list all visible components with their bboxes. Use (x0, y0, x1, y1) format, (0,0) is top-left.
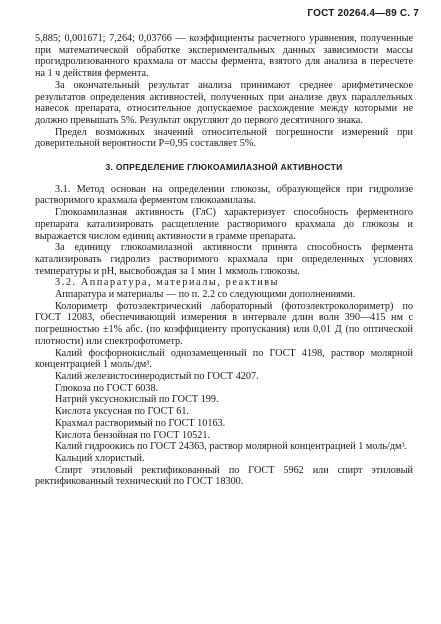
paragraph: Глюкоза по ГОСТ 6038. (55, 382, 159, 394)
paragraph: За единицу глюкоамилазной активности принята способность фермента катализировать гидролиз растворимого крахмала при определенных условиях температуры и pH, высвобождая за 1 мин 1 мкмоль глюкозы. (35, 242, 413, 277)
document-body (35, 33, 413, 488)
paragraph: 3.2. Аппаратура, материалы, реактивы (55, 277, 280, 289)
paragraph: 3.1. Метод основан на определении глюкозы, образующейся при гидролизе растворимого крахмала ферментом глюкоамилазы. (35, 183, 413, 207)
page-header: ГОСТ 20264.4—89 С. 7 (307, 8, 419, 19)
paragraph: Аппаратура и материалы — по п. 2.2 со следующими дополнениями. (55, 289, 356, 301)
paragraph: Кислота бензойная по ГОСТ 10521. (55, 429, 210, 441)
paragraph: Калий фосфорнокислый однозамещенный по ГОСТ 4198, раствор молярной концентрацией 1 моль/дм³. (35, 347, 413, 371)
paragraph: Калий железистосинеродистый по ГОСТ 4207. (55, 370, 259, 382)
section-title: 3. ОПРЕДЕЛЕНИЕ ГЛЮКОАМИЛАЗНОЙ АКТИВНОСТИ (105, 162, 343, 173)
paragraph: Калий гидроокись по ГОСТ 24363, раствор молярной концентрацией 1 моль/дм³. (55, 441, 408, 453)
paragraph: Предел возможных значений относительной погрешности измерений при доверительной вероятности P=0,95 составляет 5%. (35, 126, 413, 150)
paragraph: Колориметр фотоэлектрический лабораторный (фотоэлектроколориметр) по ГОСТ 12083, обеспечивающий измерения в интервале длин волн 390—415 нм с погрешностью ±1% абс. (по коэффициенту пропускания) или 0,01 Д (по оптической плотности) или спектрофотометр. (35, 300, 413, 347)
paragraph: Кальций хлористый. (55, 452, 145, 464)
paragraph: 5,885; 0,001671; 7,264; 0,03766 — коэффициенты расчетного уравнения, полученные при математической обработке экспериментальных данных зависимости массы прогидролизованного крахмала от массы фермента, взятого для анализа в пересчете на 1 ч действия фермента. (35, 33, 413, 80)
paragraph: Натрий уксуснокислый по ГОСТ 199. (55, 394, 219, 406)
paragraph: Глюкоамилазная активность (ГлС) характеризует способность ферментного препарата катализировать расщепление растворимого крахмала до глюкозы и выражается числом единиц активности в грамме препарата. (35, 207, 413, 242)
paragraph: Спирт этиловый ректификованный по ГОСТ 5962 или спирт этиловый ректификованный технический по ГОСТ 18300. (35, 464, 413, 488)
paragraph: За окончательный результат анализа принимают среднее арифметическое результатов определения активностей, полученных при анализе двух параллельных навесок препарата, относительное допускаемое расхождение между которыми не должно превышать 5%. Результат округляют до первого десятичного знака. (35, 79, 413, 126)
paragraph: Крахмал растворимый по ГОСТ 10163. (55, 417, 226, 429)
paragraph: Кислота уксусная по ГОСТ 61. (55, 406, 189, 418)
